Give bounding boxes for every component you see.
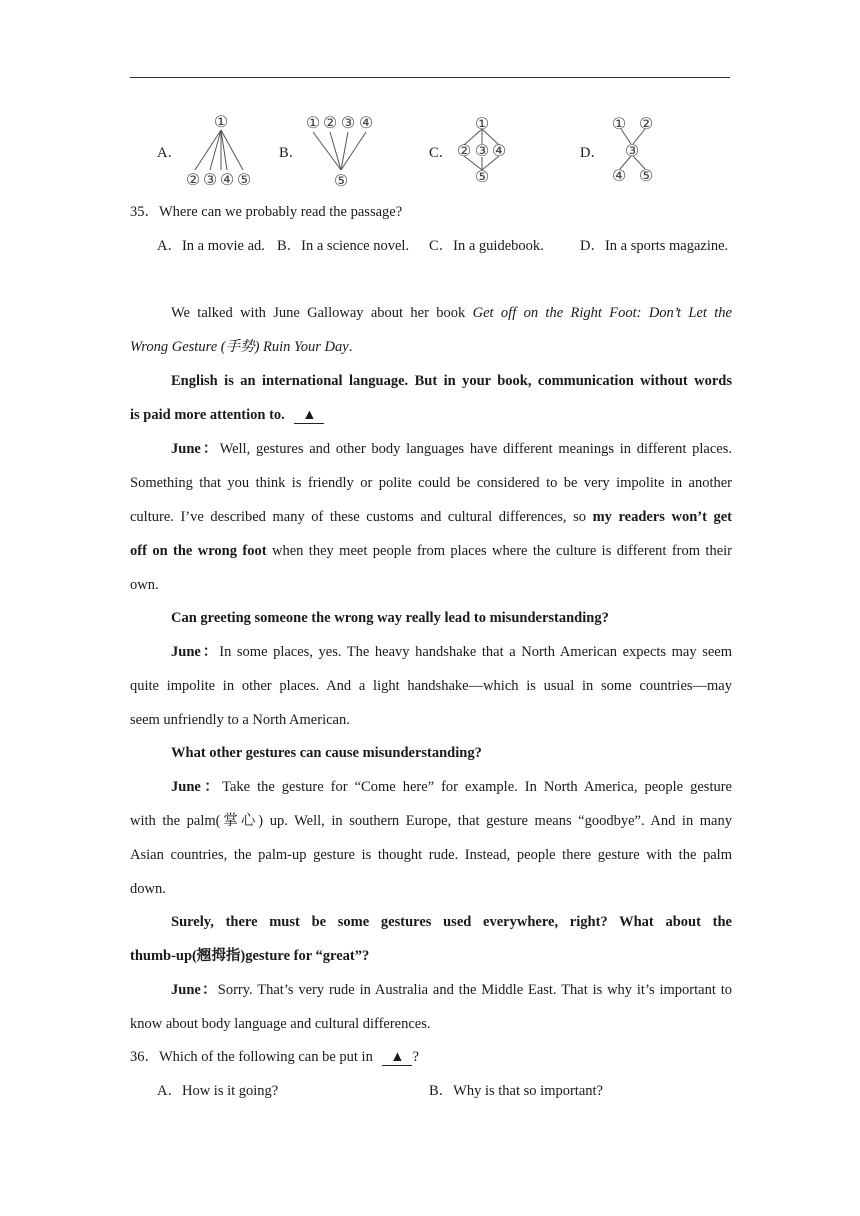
q3-line (130, 743, 732, 763)
q35-option-c: C．In a guidebook. (429, 238, 544, 254)
a1-line-5: own. (130, 577, 159, 593)
node-3: ③ (474, 141, 490, 160)
q1-line-2 (130, 405, 732, 425)
q36-stem-text: 36．Which of the following can be put in (130, 1049, 373, 1065)
option-a-label: A． (157, 145, 182, 161)
diagram-c (452, 112, 522, 188)
interview-question-1-end: is paid more attention to. (130, 407, 285, 423)
q2-line (130, 608, 732, 628)
q35-option-d: D．In a sports magazine. (580, 238, 729, 254)
blank-mark: ▲ (302, 407, 317, 423)
q4-line-1 (130, 912, 732, 932)
node-4: ④ (491, 141, 507, 160)
diagram-a (180, 110, 260, 190)
interview-question-3: What other gestures can cause misunderstanding? (171, 745, 482, 761)
node-2: ② (185, 170, 201, 189)
a3-line-4: down. (130, 881, 166, 897)
q35-option-a: A．In a movie ad. (157, 238, 265, 254)
node-1: ① (474, 114, 490, 133)
answer-1-text: Well, gestures and other body languages have different meanings in different places. (219, 441, 732, 457)
node-5: ⑤ (474, 167, 490, 186)
answer-2-text: In some places, yes. The heavy handshake that a North American expects may seem (219, 644, 732, 660)
answer-blank (294, 407, 324, 424)
book-title-part-1: Get off on the Right Foot: Don’t Let the (472, 305, 732, 321)
node-2: ② (638, 114, 654, 133)
node-1: ① (213, 112, 229, 131)
speaker-june: June： (171, 441, 220, 457)
node-3: ③ (340, 113, 356, 132)
q35-stem: 35．Where can we probably read the passage? (130, 204, 403, 220)
option-d-label: D． (580, 145, 605, 161)
a1-line-3 (130, 507, 732, 527)
blank-mark: ▲ (390, 1049, 405, 1065)
a4-line-2: know about body language and cultural differences. (130, 1016, 431, 1032)
a1-line-1 (130, 439, 732, 459)
q1-line-1 (130, 371, 732, 391)
interview-question-2: Can greeting someone the wrong way really lead to misunderstanding? (171, 610, 609, 626)
intro-line-2 (130, 337, 732, 357)
a2-line-1 (130, 642, 732, 662)
q36-blank (382, 1049, 412, 1066)
q35-option-b: B．In a science novel. (277, 238, 410, 254)
node-5: ⑤ (333, 171, 349, 190)
a4-line-1 (130, 980, 732, 1000)
book-title-part-2: Wrong Gesture (手势) Ruin Your Day (130, 339, 349, 355)
a3-line-1 (130, 777, 732, 797)
node-2: ② (322, 113, 338, 132)
answer-3-text: Take the gesture for “Come here” for example. In North America, people gesture (222, 779, 732, 795)
answer-1-text-3a: culture. I’ve described many of these customs and cultural differences, so (130, 509, 593, 525)
q36-stem (130, 1047, 732, 1067)
node-3: ③ (202, 170, 218, 189)
interview-question-4-end: thumb-up(翘拇指)gesture for “great”? (130, 948, 370, 964)
q36-option-b: B．Why is that so important? (429, 1083, 603, 1099)
a2-line-3: seem unfriendly to a North American. (130, 712, 350, 728)
option-c-label: C． (429, 145, 454, 161)
node-5: ⑤ (638, 166, 654, 185)
a3-line-3: Asian countries, the palm-up gesture is thought rude. Instead, people there gesture with the palm (130, 847, 732, 863)
speaker-june: June： (171, 982, 218, 998)
answer-1-bold-4a: off on the wrong foot (130, 543, 267, 559)
speaker-june: June： (171, 644, 220, 660)
diagram-d (603, 112, 663, 188)
speaker-june: June： (171, 779, 223, 795)
node-4: ④ (219, 170, 235, 189)
q4-line-2 (130, 946, 732, 966)
node-2: ② (456, 141, 472, 160)
intro-line-1 (130, 303, 732, 323)
answer-4-text: Sorry. That’s very rude in Australia and the Middle East. That is why it’s important to (217, 982, 732, 998)
node-4: ④ (358, 113, 374, 132)
interview-question-4: Surely, there must be some gestures used everywhere, right? What about the (171, 914, 732, 930)
a1-line-2: Something that you think is friendly or polite could be considered to be very impolite in another (130, 475, 732, 491)
node-5: ⑤ (236, 170, 252, 189)
a2-line-2: quite impolite in other places. And a light handshake—which is usual in some countries—may (130, 678, 732, 694)
q36-stem-end: ? (412, 1049, 419, 1065)
q36-option-a: A．How is it going? (157, 1083, 279, 1099)
node-1: ① (305, 113, 321, 132)
node-4: ④ (611, 166, 627, 185)
intro-text: We talked with June Galloway about her book (171, 305, 473, 321)
option-b-label: B． (279, 145, 304, 161)
a1-line-4 (130, 541, 732, 561)
answer-1-bold-3b: my readers won’t get (592, 509, 732, 525)
node-3: ③ (624, 141, 640, 160)
header-rule (130, 77, 730, 78)
interview-question-1: English is an international language. But in your book, communication without words (171, 373, 732, 389)
answer-1-text-4b: when they meet people from places where the culture is different from their (266, 543, 732, 559)
diagram-b (303, 110, 383, 190)
intro-end: . (348, 339, 353, 355)
a3-line-2: with the palm(掌心) up. Well, in southern Europe, that gesture means “goodbye”. And in many (130, 813, 732, 829)
node-1: ① (611, 114, 627, 133)
